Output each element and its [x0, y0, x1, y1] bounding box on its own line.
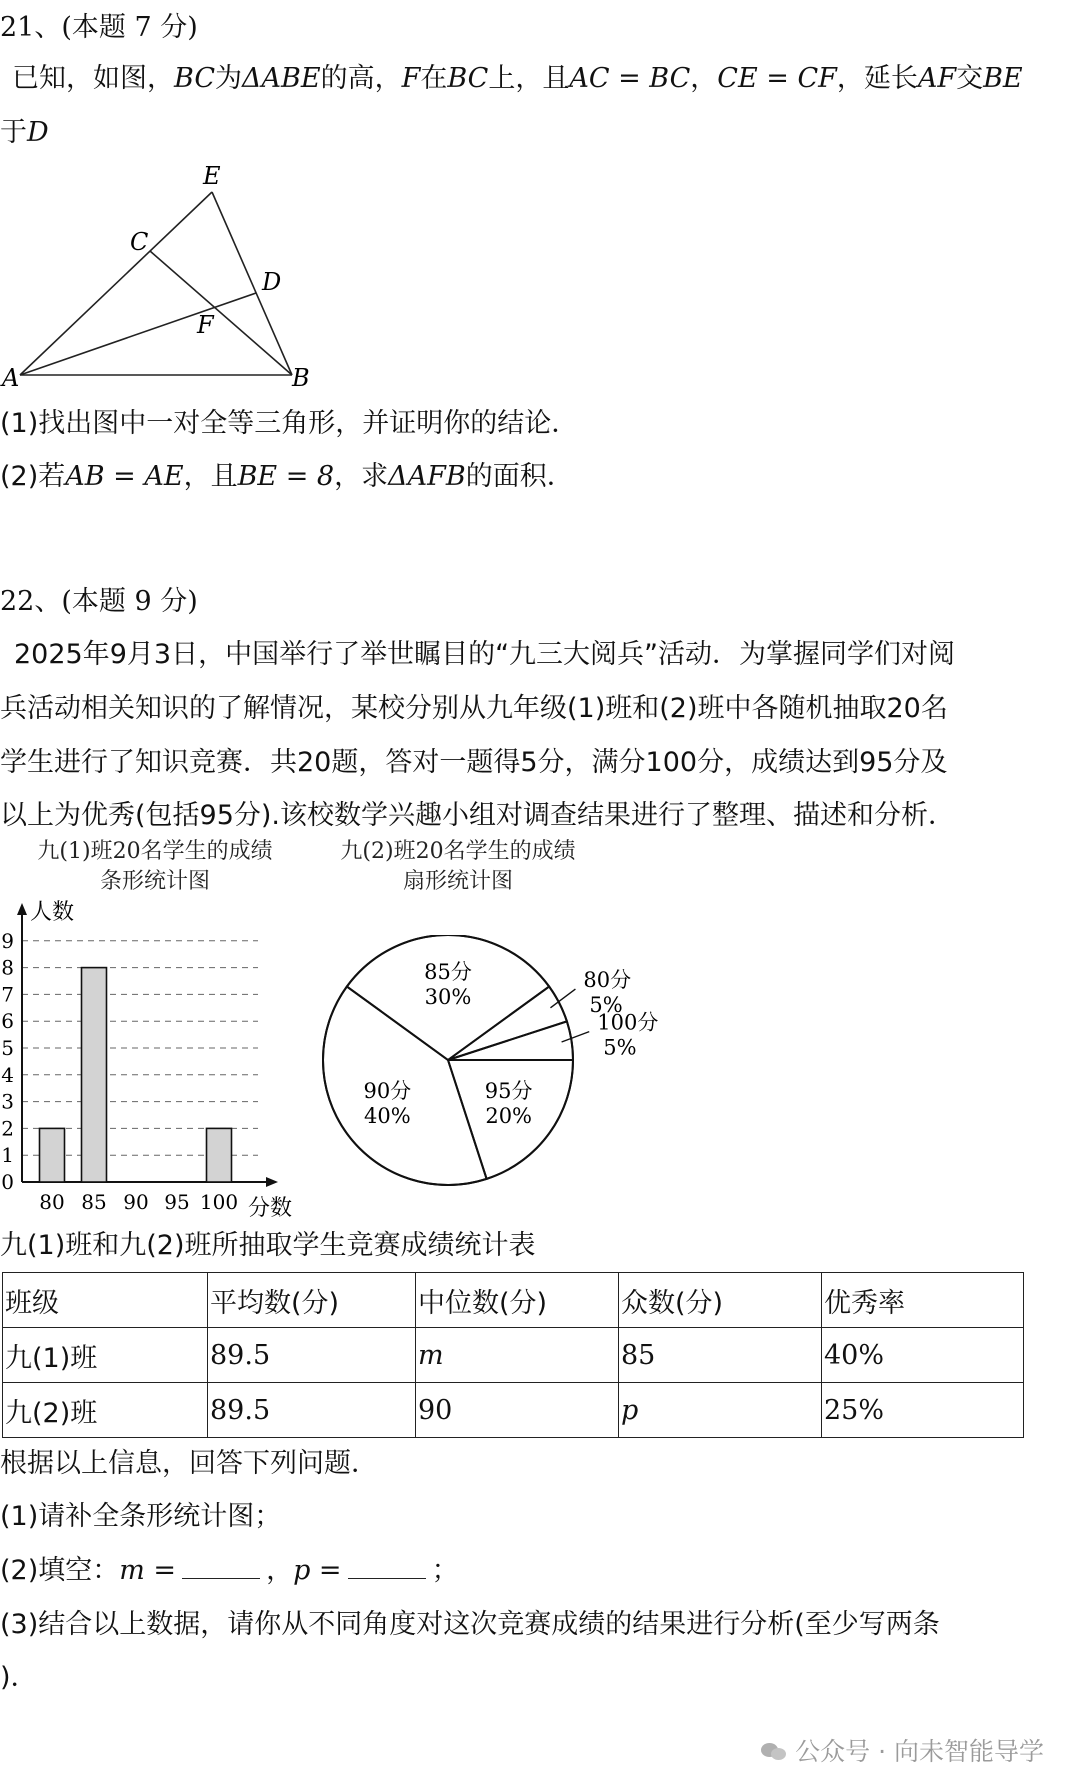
answer-blank-p[interactable] — [348, 1552, 426, 1579]
label-f: F — [197, 311, 214, 339]
q22-intro: 根据以上信息，回答下列问题． — [0, 1448, 378, 1479]
cell-class: 九(1)班 — [3, 1328, 208, 1383]
th-class: 班级 — [3, 1273, 208, 1328]
q22-para-line-2: 兵活动相关知识的了解情况，某校分别从九年级(1)班和(2)班中各随机抽取20名 — [0, 693, 948, 724]
y-tick-label: 2 — [1, 1116, 14, 1141]
y-tick-label: 7 — [1, 982, 14, 1007]
x-tick-label: 100 — [199, 1190, 239, 1214]
bar-chart-subtitle: 条形统计图 — [99, 869, 210, 894]
x-axis-label: 分数 — [248, 1196, 293, 1221]
label-c: C — [130, 228, 149, 256]
q22-part3-line-1: (3)结合以上数据，请你从不同角度对这次竞赛成绩的结果进行分析(至少写两条 — [0, 1609, 940, 1640]
y-tick-label: 3 — [1, 1089, 14, 1114]
q21-statement-cont: 于D — [0, 117, 49, 148]
q21-statement: 已知，如图，BC为ΔABE的高，F在BC上，且AC = BC，CE = CF，延长AF交BE — [12, 63, 1023, 94]
th-mean: 平均数(分) — [208, 1273, 416, 1328]
pie-chart — [300, 935, 660, 1195]
slice-pct-label: 20% — [485, 1104, 533, 1129]
cell-class: 九(2)班 — [3, 1383, 208, 1438]
table-title: 九(1)班和九(2)班所抽取学生竞赛成绩统计表 — [0, 1230, 536, 1261]
y-tick-label: 6 — [1, 1009, 14, 1034]
y-axis-label: 人数 — [30, 900, 75, 925]
x-tick-label: 95 — [164, 1190, 190, 1214]
th-mode: 众数(分) — [619, 1273, 822, 1328]
slice-label: 80分 — [583, 968, 632, 993]
x-tick-label: 90 — [123, 1190, 149, 1214]
bar-85 — [82, 968, 107, 1182]
q22-part3-line-2: )． — [0, 1662, 38, 1693]
label-e: E — [203, 162, 221, 190]
label-b: B — [292, 364, 310, 392]
pie-chart-caption — [318, 837, 598, 897]
wechat-icon — [761, 1741, 789, 1763]
segment-ae — [20, 192, 212, 375]
y-tick-label: 4 — [1, 1062, 14, 1087]
q22-header: 22、(本题 9 分) — [0, 586, 198, 617]
bar-chart-title: 九(1)班20名学生的成绩 — [37, 839, 273, 864]
cell-median: 90 — [416, 1383, 619, 1438]
label-a: A — [2, 364, 20, 392]
slice-pct-label: 5% — [603, 1035, 637, 1060]
table-row — [3, 1383, 1024, 1438]
y-tick-label: 9 — [1, 928, 14, 953]
q22-para-line-4: 以上为优秀(包括95分).该校数学兴趣小组对调查结果进行了整理、描述和分析． — [0, 800, 956, 831]
th-excellent-rate: 优秀率 — [822, 1273, 1024, 1328]
cell-mode: 85 — [619, 1328, 822, 1383]
q22-para-line-3: 学生进行了知识竞赛．共20题，答对一题得5分，满分100分，成绩达到95分及 — [0, 747, 948, 778]
watermark: 公众号 · 向未智能导学 — [761, 1732, 1044, 1768]
x-tick-label: 85 — [81, 1190, 107, 1214]
segment-ad — [20, 293, 256, 375]
cell-excellent-rate: 25% — [822, 1383, 1024, 1438]
table-row — [3, 1328, 1024, 1383]
y-tick-label: 1 — [1, 1143, 14, 1168]
y-tick-label: 8 — [1, 955, 14, 980]
bar-chart-caption — [10, 837, 300, 897]
q22-part1: (1)请补全条形统计图； — [0, 1501, 282, 1532]
cell-mean: 89.5 — [208, 1328, 416, 1383]
slice-pct-label: 40% — [363, 1104, 411, 1129]
y-tick-label: 0 — [1, 1170, 14, 1194]
pie-chart-title: 九(2)班20名学生的成绩 — [340, 839, 576, 864]
table-header-row — [3, 1273, 1024, 1328]
slice-pct-label: 30% — [424, 985, 472, 1009]
bar-80 — [40, 1128, 65, 1182]
answer-blank-m[interactable] — [182, 1552, 260, 1579]
q21-part1: (1)找出图中一对全等三角形，并证明你的结论． — [0, 408, 579, 439]
slice-pct-label: 5% — [589, 993, 623, 1018]
cell-median: m — [416, 1328, 619, 1383]
stats-table — [2, 1272, 1024, 1438]
cell-mean: 89.5 — [208, 1383, 416, 1438]
pie-chart-subtitle: 扇形统计图 — [402, 869, 513, 894]
x-axis-arrow — [266, 1177, 278, 1187]
q22-para-line-1: 2025年9月3日，中国举行了举世瞩目的“九三大阅兵”活动．为掌握同学们对阅 — [14, 639, 956, 670]
cell-mode: p — [619, 1383, 822, 1438]
cell-excellent-rate: 40% — [822, 1328, 1024, 1383]
x-tick-label: 80 — [39, 1190, 65, 1214]
slice-label: 100分 — [597, 1010, 659, 1035]
y-tick-label: 5 — [1, 1036, 14, 1060]
y-axis-arrow — [17, 903, 27, 915]
triangle-figure — [0, 160, 330, 400]
q22-part2: (2)填空：m = ，p = ； — [0, 1551, 459, 1591]
slice-label: 90分 — [363, 1079, 412, 1104]
slice-label: 95分 — [484, 1079, 533, 1104]
slice-label: 85分 — [424, 960, 472, 984]
q21-part2: (2)若AB = AE，且BE = 8，求ΔAFB的面积． — [0, 461, 574, 492]
bar-100 — [207, 1128, 232, 1182]
label-d: D — [262, 268, 282, 296]
th-median: 中位数(分) — [416, 1273, 619, 1328]
q21-header: 21、(本题 7 分) — [0, 12, 198, 43]
bar-chart — [0, 895, 310, 1225]
